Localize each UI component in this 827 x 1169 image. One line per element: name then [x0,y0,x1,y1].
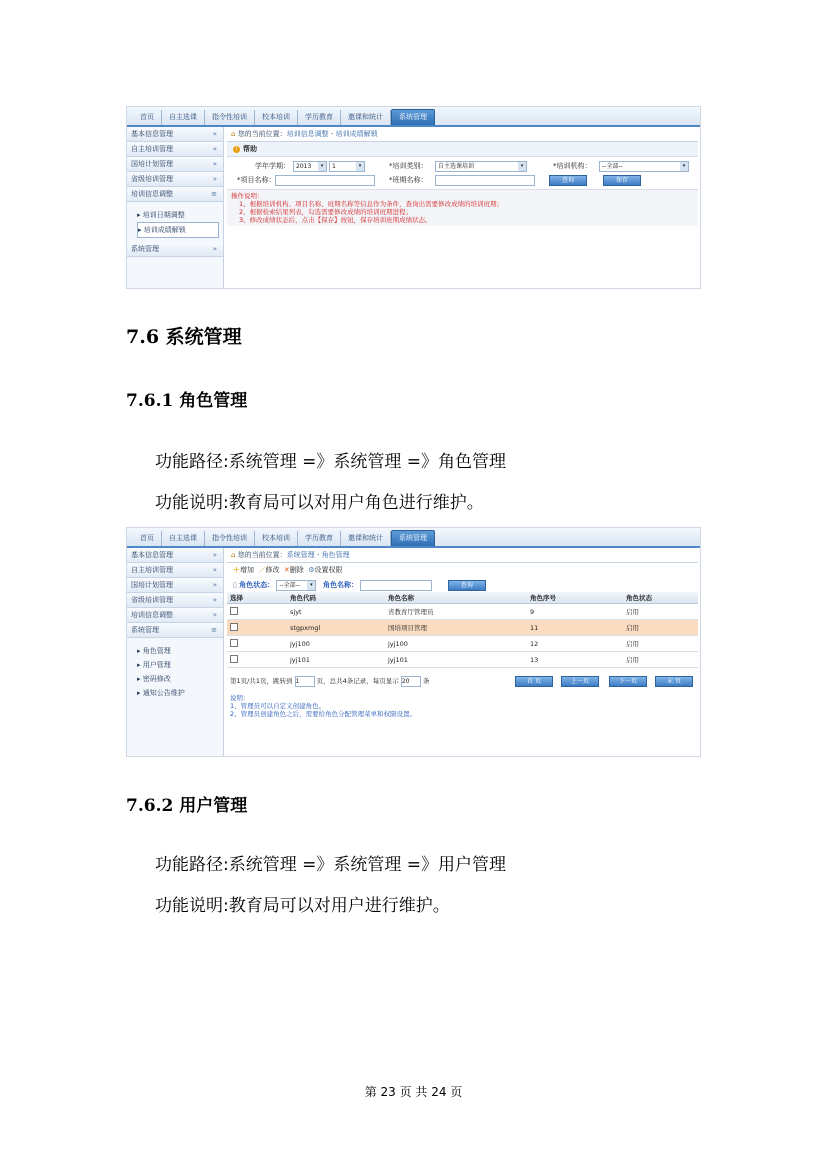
role-status: 启用 [623,620,698,636]
type-label: *培训类别： [389,162,428,170]
note-line: 2、管理员创建角色之后，需要给角色分配管理菜单和权限设置。 [230,710,417,718]
pagination [227,674,698,688]
chevron-right-icon: » [212,145,217,153]
sidebar-item-provincial[interactable] [127,172,223,187]
chevron-down-icon: ▾ [356,162,364,171]
sidebar-item-label: 培训信息调整 [131,611,173,619]
role-name-label: 角色名称： [323,581,359,589]
function-desc-text: 功能说明:教育局可以对用户角色进行维护。 [155,493,484,513]
sidebar-item-basic[interactable] [127,127,223,142]
nav-tab-system[interactable]: 系统管理 [391,109,435,125]
sidebar-item-adjust[interactable] [127,608,223,623]
menu-icon: ≡ [211,190,217,198]
chevron-right-icon: » [212,596,217,604]
delete-icon: ✕ [283,566,290,574]
section-heading-7-6: 7.6 系统管理 [126,326,242,348]
sidebar-item-self[interactable] [127,563,223,578]
sidebar-item-system[interactable] [127,242,223,257]
sidebar-item-label: 自主培训管理 [131,145,173,153]
menu-icon: ≡ [211,626,217,634]
role-code: stgpxmgl [287,620,385,636]
role-name-input[interactable] [360,580,432,591]
screenshot-role-management [126,527,701,757]
sidebar-item-label: 系统管理 [131,626,159,634]
nav-tab-stats[interactable]: 邀课和统计 [341,531,391,546]
query-button[interactable]: 查询 [448,580,486,591]
role-order: 11 [527,620,623,636]
sidebar-subitem-date[interactable]: ▸ 培训日期调整 [137,211,185,219]
column-header: 角色代码 [287,592,385,604]
role-status: 启用 [623,652,698,668]
document-icon: ▯ [233,581,237,589]
sidebar-item-adjust[interactable] [127,187,223,202]
sidebar-item-label: 自主培训管理 [131,566,173,574]
sidebar-subitem-password[interactable]: ▸ 密码修改 [137,675,171,683]
content [227,127,698,288]
sidebar-item-label: 国培计划管理 [131,160,173,168]
sidebar-item-label: 国培计划管理 [131,581,173,589]
nav-tab-directive[interactable]: 指令性培训 [205,531,255,546]
pencil-icon: ／ [258,566,266,574]
delete-button[interactable]: ✕删除 [283,566,304,574]
sidebar [127,127,224,288]
sidebar-item-label: 省级培训管理 [131,175,173,183]
query-button[interactable]: 查询 [549,175,587,186]
instructions-title: 操作说明： [231,192,264,200]
role-name: jyj101 [385,652,527,668]
function-path-text: 功能路径:系统管理 =》系统管理 =》角色管理 [155,452,507,472]
org-label: *培训机构： [553,162,592,170]
instruction-line: 1、根据培训机构、项目名称、班期名称等信息作为条件，查询出需要修改成绩的培训班期； [239,200,504,208]
save-button[interactable]: 保存 [603,175,641,186]
column-header: 角色名称 [385,592,527,604]
sidebar-item-national[interactable] [127,157,223,172]
chevron-right-icon: » [212,160,217,168]
role-filter [227,578,698,592]
year-label: 学年学期： [255,162,290,170]
chevron-down-icon: ▾ [307,581,315,590]
plus-icon: ＋ [233,566,240,574]
page-jump-input[interactable]: 1 [295,676,315,687]
project-input[interactable] [275,175,375,186]
home-icon: ⌂ [231,551,236,559]
column-header: 角色序号 [527,592,623,604]
nav-tab-degree[interactable]: 学历教育 [298,110,341,125]
role-order: 13 [527,652,623,668]
breadcrumb: ⌂ 您的当前位置：培训信息调整 - 培训成绩解锁 [227,127,698,142]
table-row[interactable] [227,636,698,652]
next-page-button[interactable]: 下一页 [609,676,647,687]
function-desc-text: 功能说明:教育局可以对用户进行维护。 [155,896,450,916]
role-table [227,592,698,668]
row-checkbox[interactable] [230,623,238,631]
last-page-button[interactable]: 末 页 [655,676,693,687]
row-checkbox[interactable] [230,607,238,615]
status-select[interactable]: --全部-- ▾ [276,580,316,591]
chevron-right-icon: » [212,581,217,589]
type-select[interactable]: 自主选课培训 ▾ [435,161,527,172]
sidebar-item-label: 培训信息调整 [131,190,173,198]
row-checkbox[interactable] [230,639,238,647]
column-header: 选择 [227,592,287,604]
top-nav [127,528,700,548]
first-page-button[interactable]: 首 页 [515,676,553,687]
instruction-line: 2、根据检索结果列表，勾选需要修改成绩的培训班期进程； [239,208,413,216]
sidebar-item-self[interactable] [127,142,223,157]
table-row[interactable] [227,604,698,620]
nav-tab-home[interactable]: 首页 [133,531,162,546]
sidebar-item-label: 基本信息管理 [131,551,173,559]
key-icon: ⚙ [308,566,315,574]
section-heading-7-6-2: 7.6.2 用户管理 [126,796,248,816]
sidebar-subitem-unlock[interactable]: ▸ 培训成绩解锁 [137,222,219,238]
nav-tab-school[interactable]: 校本培训 [255,531,298,546]
chevron-right-icon: » [212,611,217,619]
chevron-right-icon: » [212,566,217,574]
sidebar-submenu [127,638,223,704]
year-select[interactable]: 2013 ▾ [293,161,327,172]
row-checkbox[interactable] [230,655,238,663]
prev-page-button[interactable]: 上一页 [561,676,599,687]
edit-button[interactable]: ／修改 [258,566,280,574]
nav-tab-stats[interactable]: 邀课和统计 [341,110,391,125]
pager-info: 第1页/共1页，跳转到 [230,677,293,685]
period-label: *班期名称： [389,176,428,184]
nav-tab-course[interactable]: 自主选课 [162,531,205,546]
note-line: 1、管理员可以自定义创建角色。 [230,702,326,710]
column-header: 角色状态 [623,592,698,604]
instructions [227,189,698,226]
sidebar-submenu [127,202,223,242]
role-name: 省教育厅管理员 [385,604,527,620]
nav-tab-course[interactable]: 自主选课 [162,110,205,125]
role-order: 9 [527,604,623,620]
sidebar-item-provincial[interactable] [127,593,223,608]
table-header-row [227,592,698,604]
chevron-right-icon: » [212,175,217,183]
period-input[interactable] [435,175,535,186]
nav-tab-directive[interactable]: 指令性培训 [205,110,255,125]
filter-form [227,157,698,189]
add-button[interactable]: ＋增加 [233,566,254,574]
notes [227,688,698,724]
help-link[interactable]: 帮助 [243,145,257,153]
project-label: *项目名称： [237,176,276,184]
sidebar-subitem-roles[interactable]: ▸ 角色管理 [137,647,171,655]
instruction-line: 3、修改成绩状态后，点击【保存】按钮，保存培训班期成绩状态。 [239,216,432,224]
breadcrumb: ⌂ 您的当前位置：系统管理 - 角色管理 [227,548,698,563]
org-select[interactable]: --全部-- ▾ [599,161,689,172]
chevron-down-icon: ▾ [318,162,326,171]
permissions-button[interactable]: ⚙设置权限 [308,566,343,574]
term-select[interactable]: 1 ▾ [329,161,365,172]
sidebar-subitem-notice[interactable]: ▸ 通知公告维护 [137,689,185,697]
nav-tab-school[interactable]: 校本培训 [255,110,298,125]
role-name: jyj100 [385,636,527,652]
nav-tab-degree[interactable]: 学历教育 [298,531,341,546]
pager-info: 页，总共4条记录，每页显示 [316,677,399,685]
sidebar-item-system[interactable] [127,623,223,638]
table-row[interactable] [227,620,698,636]
sidebar-item-national[interactable] [127,578,223,593]
sidebar-item-label: 基本信息管理 [131,130,173,138]
status-label: 角色状态： [239,581,275,589]
home-icon: ⌂ [231,130,236,138]
sidebar [127,548,224,756]
chevron-right-icon: » [212,130,217,138]
top-nav [127,107,700,127]
pager-info: 条 [422,677,430,685]
chevron-right-icon: » [212,551,217,559]
chevron-down-icon: ▾ [680,162,688,171]
role-name: 国培项目管理 [385,620,527,636]
role-code: sjyt [287,604,385,620]
table-row[interactable] [227,652,698,668]
role-status: 启用 [623,604,698,620]
page-footer: 第 23 页 共 24 页 [364,1085,463,1099]
role-order: 12 [527,636,623,652]
role-code: jyj100 [287,636,385,652]
help-bar [227,142,698,157]
toolbar [227,563,698,578]
sidebar-item-label: 省级培训管理 [131,596,173,604]
notes-title: 说明： [230,694,250,702]
info-icon: i [233,146,240,153]
role-code: jyj101 [287,652,385,668]
nav-tab-system[interactable]: 系统管理 [391,530,435,546]
nav-tab-home[interactable]: 首页 [133,110,162,125]
role-status: 启用 [623,636,698,652]
content [227,548,698,756]
page-size-input[interactable]: 20 [401,676,421,687]
chevron-down-icon: ▾ [518,162,526,171]
function-path-text: 功能路径:系统管理 =》系统管理 =》用户管理 [155,855,507,875]
sidebar-subitem-users[interactable]: ▸ 用户管理 [137,661,171,669]
sidebar-item-basic[interactable] [127,548,223,563]
section-heading-7-6-1: 7.6.1 角色管理 [126,391,248,411]
sidebar-item-label: 系统管理 [131,245,159,253]
screenshot-training-unlock [126,106,701,289]
chevron-right-icon: » [212,245,217,253]
